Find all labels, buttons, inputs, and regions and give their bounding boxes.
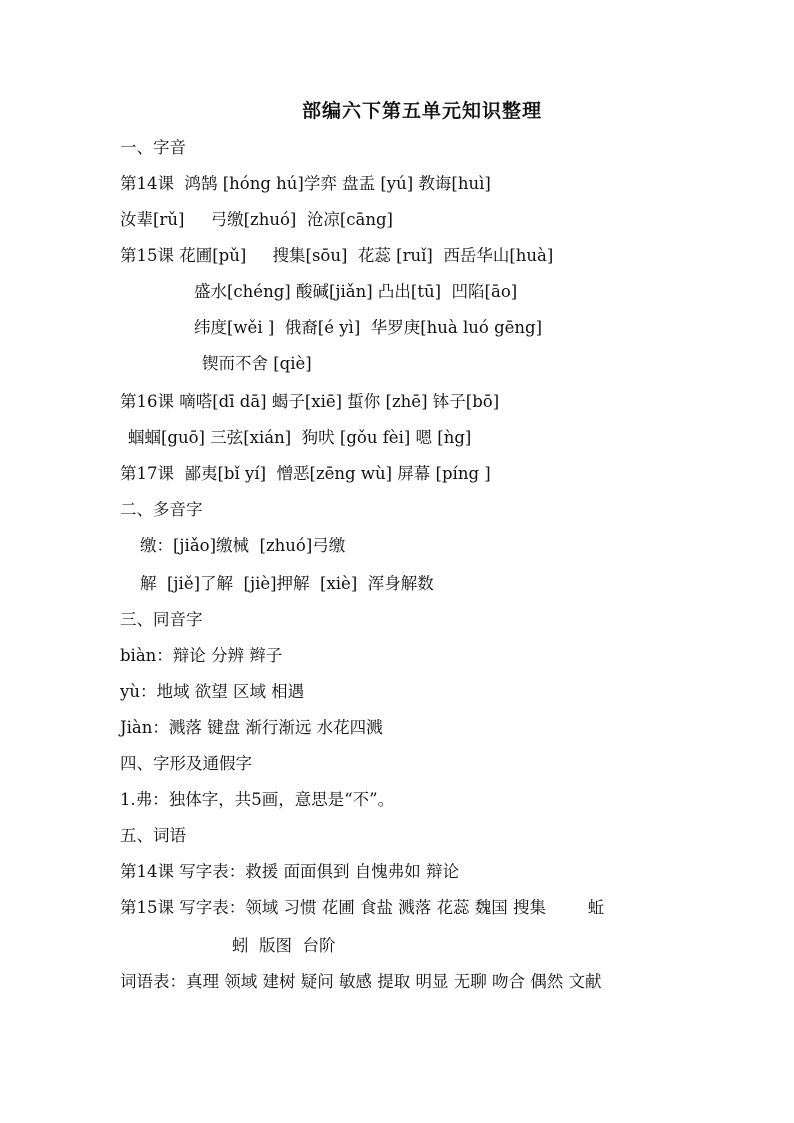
text-line: 蚓 版图 台阶 xyxy=(232,936,336,955)
section-heading-vocabulary: 五、词语 xyxy=(120,826,186,845)
text-line: 盛水[chéng] 酸碱[jiǎn] 凸出[tū] 凹陷[āo] xyxy=(194,282,518,301)
section-heading-pronunciation: 一、字音 xyxy=(120,138,186,157)
section-heading-character-form: 四、字形及通假字 xyxy=(120,754,252,773)
text-line: 第16课 嘀嗒[dī dā] 蝎子[xiē] 蜇你 [zhē] 钵子[bō] xyxy=(120,392,500,411)
text-line: 第15课 花圃[pǔ] 搜集[sōu] 花蕊 [ruǐ] 西岳华山[huà] xyxy=(120,246,554,265)
text-line: 1.弗：独体字，共5画，意思是“不”。 xyxy=(120,790,395,809)
text-line: 锲而不舍 [qiè] xyxy=(202,354,312,373)
section-heading-polyphone: 二、多音字 xyxy=(120,500,203,519)
text-line: 解 [jiě]了解 [jiè]押解 [xiè] 浑身解数 xyxy=(140,574,434,593)
text-line: Jiàn：溅落 键盘 渐行渐远 水花四溅 xyxy=(120,718,383,737)
text-line: 第14课 写字表：救援 面面俱到 自愧弗如 辩论 xyxy=(120,862,459,881)
page-title: 部编六下第五单元知识整理 xyxy=(301,100,542,122)
section-heading-homophone: 三、同音字 xyxy=(120,610,203,629)
text-line: 蝈蝈[guō] 三弦[xián] 狗吠 [gǒu fèi] 嗯 [ǹg] xyxy=(128,428,472,447)
text-line: 第14课 鸿鹄 [hóng hú]学弈 盘盂 [yú] 教诲[huì] xyxy=(120,174,491,193)
text-line: 缴：[jiǎo]缴械 [zhuó]弓缴 xyxy=(140,536,346,555)
text-line: 第17课 鄙夷[bǐ yí] 憎恶[zēng wù] 屏幕 [píng ] xyxy=(120,464,491,483)
text-line: 汝辈[rǔ] 弓缴[zhuó] 沧凉[cāng] xyxy=(120,210,393,229)
text-line: yù：地域 欲望 区域 相遇 xyxy=(120,682,305,701)
text-line: 纬度[wěi ] 俄裔[é yì] 华罗庚[huà luó gēng] xyxy=(194,318,543,337)
text-line: 词语表：真理 领域 建树 疑问 敏感 提取 明显 无聊 吻合 偶然 文献 xyxy=(120,972,602,991)
text-line: 第15课 写字表：领域 习惯 花圃 食盐 溅落 花蕊 魏国 搜集 蚯 xyxy=(120,898,605,917)
text-line: biàn：辩论 分辨 辫子 xyxy=(120,646,283,665)
